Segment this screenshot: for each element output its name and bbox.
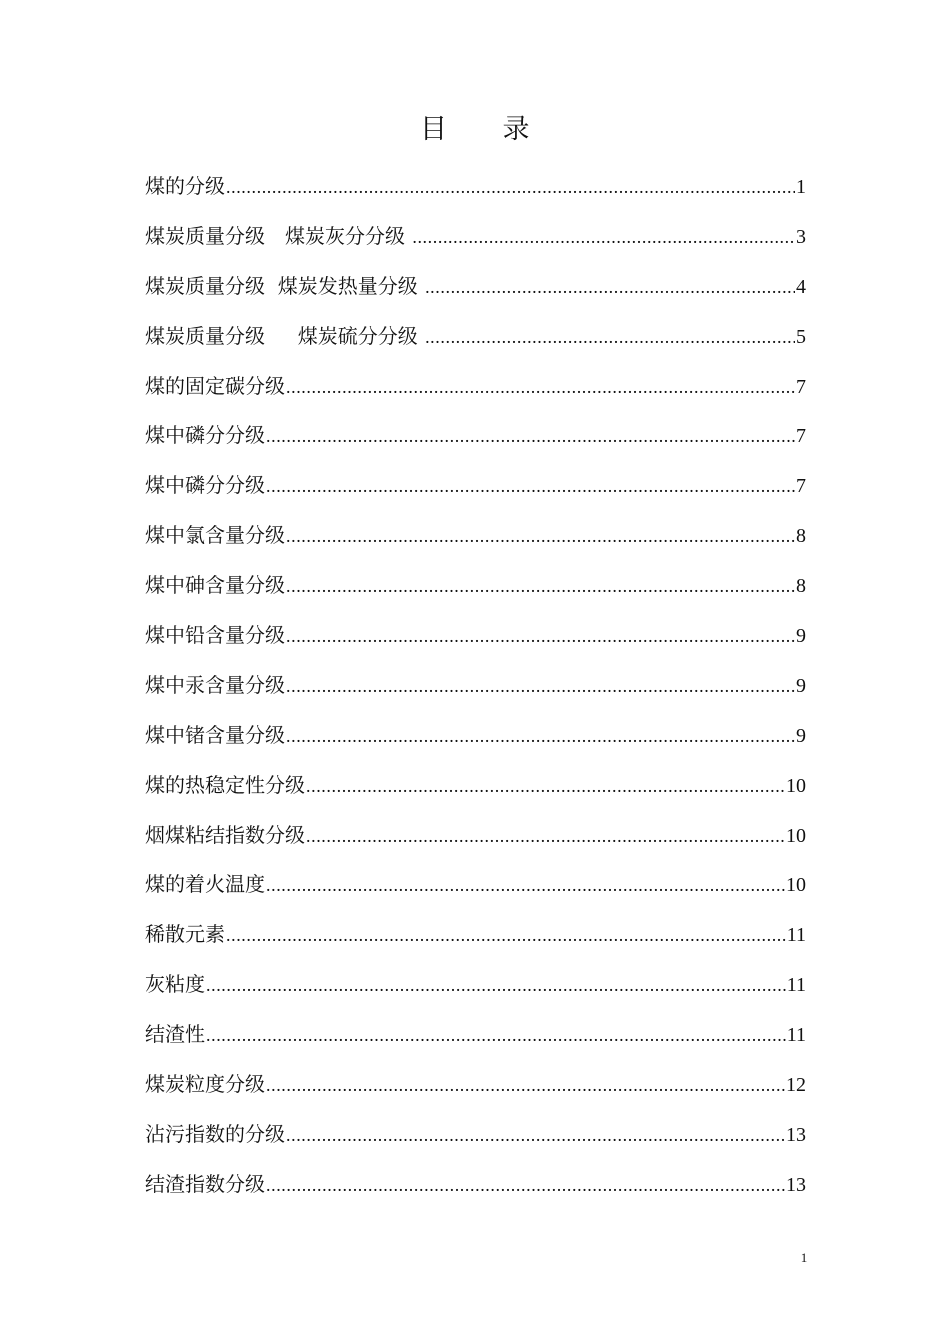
toc-entry[interactable]: [145, 1015, 806, 1065]
toc-entry-page: 10: [786, 874, 806, 897]
toc-entry[interactable]: [145, 915, 806, 965]
toc-entry-page: 1: [796, 176, 806, 198]
toc-entry-label: 煤的分级: [145, 174, 225, 198]
toc-entry-page: 7: [796, 425, 806, 448]
toc-entry[interactable]: [145, 367, 806, 417]
toc-entry[interactable]: [145, 466, 806, 516]
toc-entry-page: 11: [786, 974, 806, 997]
toc-entry-label: 烟煤粘结指数分级: [145, 822, 305, 847]
toc-entry[interactable]: [145, 516, 806, 566]
toc-entry-page: 4: [796, 275, 806, 298]
toc-dot-leader: [226, 168, 795, 206]
toc-entry[interactable]: [145, 317, 806, 367]
toc-entry-page: 10: [786, 824, 806, 847]
toc-entry-label: 煤的着火温度: [145, 872, 265, 897]
page-title: 目 录: [420, 114, 530, 145]
toc-entry-label: 煤炭粒度分级: [145, 1072, 265, 1097]
toc-entry-label: 煤中磷分分级: [145, 473, 265, 498]
toc-entry-label: 煤的固定碳分级: [145, 373, 285, 398]
toc-entry-page: 7: [796, 475, 806, 498]
toc-entry-page: 7: [796, 375, 806, 398]
toc-entry[interactable]: [145, 865, 806, 915]
toc-dot-leader: [286, 517, 795, 555]
toc-dot-leader: [425, 318, 795, 356]
toc-entry[interactable]: [145, 666, 806, 716]
toc-entry[interactable]: [145, 816, 806, 866]
toc-entry-label: 煤的热稳定性分级: [145, 772, 305, 797]
toc-entry-label: 稀散元素: [145, 922, 225, 947]
toc-dot-leader: [286, 617, 795, 655]
toc-entry[interactable]: [145, 1165, 806, 1215]
toc-dot-leader: [286, 717, 795, 755]
toc-entry-page: 3: [796, 225, 806, 248]
toc-dot-leader: [306, 817, 785, 855]
toc-dot-leader: [266, 417, 795, 455]
toc-entry-label: 煤中氯含量分级: [145, 523, 285, 548]
toc-entry-page: 12: [786, 1074, 806, 1097]
toc-entry-label: 煤炭质量分级 煤炭硫分分级: [145, 323, 425, 348]
toc-entry[interactable]: [145, 267, 806, 317]
toc-dot-leader: [266, 1066, 785, 1104]
toc-entry[interactable]: [145, 965, 806, 1015]
toc-entry[interactable]: [145, 1115, 806, 1165]
toc-dot-leader: [266, 467, 795, 505]
footer-page-number: 1: [800, 1250, 808, 1265]
toc-entry-page: 9: [796, 625, 806, 648]
toc-entry-page: 8: [796, 575, 806, 598]
toc-entry-label: 煤中铅含量分级: [145, 623, 285, 648]
toc-entry-label: 沾污指数的分级: [145, 1121, 285, 1146]
toc-dot-leader: [286, 567, 795, 605]
toc-entry-page: 5: [796, 325, 806, 348]
toc-entry-label: 煤中磷分分级: [145, 423, 265, 448]
toc-entry-label: 煤中汞含量分级: [145, 672, 285, 697]
toc-dot-leader: [266, 1166, 785, 1204]
toc-dot-leader: [266, 866, 785, 904]
toc-entry-page: 8: [796, 525, 806, 548]
toc-dot-leader: [286, 368, 795, 406]
toc-entry-label: 结渣性: [145, 1022, 205, 1047]
toc-entry-label: 煤中砷含量分级: [145, 573, 285, 598]
toc-entry-page: 10: [786, 774, 806, 797]
toc-dot-leader: [226, 916, 786, 954]
toc-entry[interactable]: [145, 566, 806, 616]
toc-entry[interactable]: [145, 217, 806, 267]
toc-entry-page: 13: [786, 1173, 806, 1196]
toc-entry[interactable]: [145, 616, 806, 666]
toc-entry-label: 煤中锗含量分级: [145, 722, 285, 747]
toc-dot-leader: [412, 218, 795, 256]
toc-entry-page: 9: [796, 724, 806, 747]
toc-entry-page: 11: [786, 1024, 806, 1047]
toc-entry-label: 煤炭质量分级 煤炭发热量分级: [145, 273, 425, 298]
toc-dot-leader: [206, 1016, 786, 1054]
table-of-contents: [145, 167, 806, 1215]
toc-entry-label: 结渣指数分级: [145, 1171, 265, 1196]
toc-entry-page: 11: [786, 924, 806, 947]
toc-entry[interactable]: [145, 1065, 806, 1115]
toc-dot-leader: [286, 1116, 785, 1154]
toc-dot-leader: [425, 268, 795, 306]
toc-entry[interactable]: [145, 766, 806, 816]
toc-entry-label: 煤炭质量分级 煤炭灰分分级: [145, 223, 412, 248]
toc-entry[interactable]: [145, 416, 806, 466]
toc-entry[interactable]: [145, 167, 806, 217]
toc-entry-page: 9: [796, 674, 806, 697]
toc-dot-leader: [206, 966, 786, 1004]
toc-dot-leader: [306, 767, 785, 805]
toc-entry-page: 13: [786, 1123, 806, 1146]
toc-entry[interactable]: [145, 716, 806, 766]
toc-dot-leader: [286, 667, 795, 705]
toc-entry-label: 灰粘度: [145, 972, 205, 997]
